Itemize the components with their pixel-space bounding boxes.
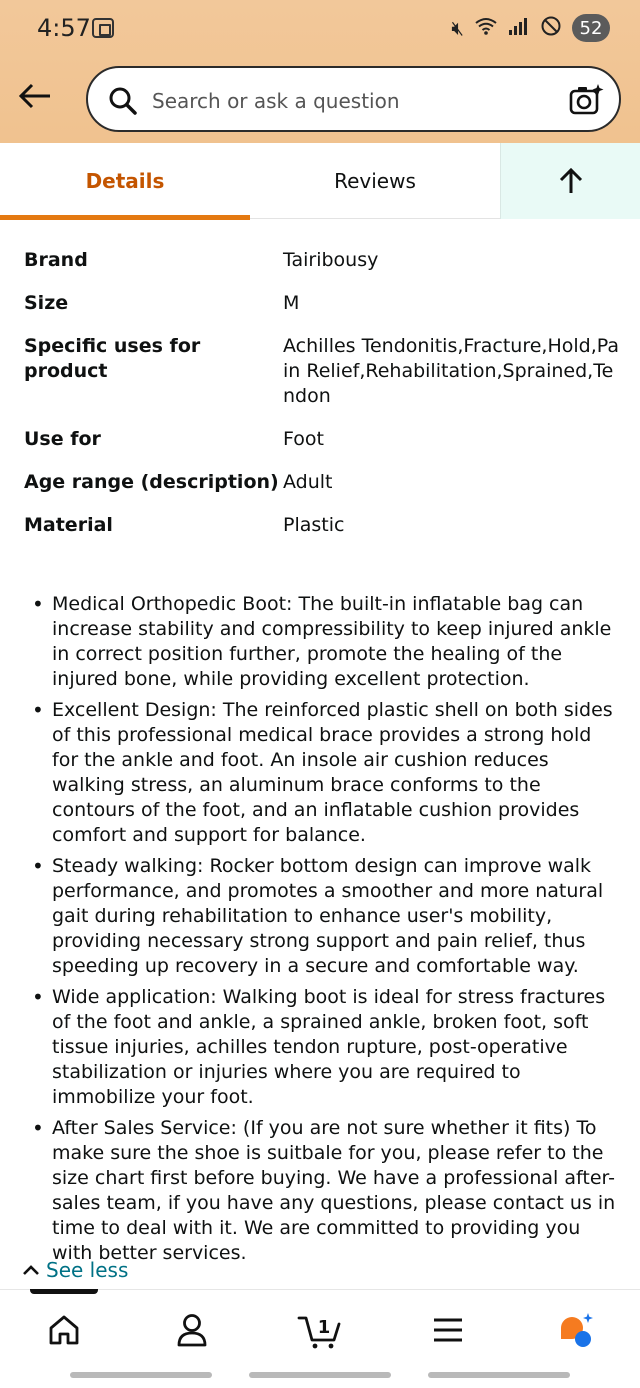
feature-bullet: • Excellent Design: The reinforced plastic shell on both sides of this professional medical brace provides a strong hold for the ankle and foot. An insole air cushion reduces walking stress, an aluminum brace conforms to the contours of the foot, and an inflatable cushion provides comfort and support for balance.	[30, 698, 622, 848]
detail-key: Age range (description)	[24, 471, 279, 493]
arrow-left-icon	[18, 82, 52, 110]
detail-value: Plastic	[283, 514, 345, 536]
detail-row-size	[24, 291, 624, 316]
tab-details[interactable]: Details	[0, 143, 250, 219]
detail-value: Achilles Tendonitis,Fracture,Hold,Pain Relief,Rehabilitation,Sprained,Tendon	[283, 335, 619, 407]
search-icon	[108, 86, 138, 116]
status-icons	[451, 14, 610, 42]
nav-cart[interactable]	[290, 1308, 350, 1352]
feature-bullet: • Medical Orthopedic Boot: The built-in inflatable bag can increase stability and compressibility to keep injured ankle in correct position further, promote the healing of the injured bone, while providing excellent protection.	[30, 592, 622, 692]
battery-indicator: 52	[572, 14, 610, 42]
screen-record-icon	[92, 18, 114, 38]
cart-icon	[296, 1310, 344, 1350]
feature-bullet: • After Sales Service: (If you are not sure whether it fits) To make sure the shoe is suitbale for you, please refer to the size chart first before buying. We have a professional after-sales team, if you have any questions, please contact us in time to deal with it. We are committed to providing you with better services.	[30, 1116, 622, 1266]
detail-value: Foot	[283, 428, 324, 450]
detail-key: Use for	[24, 428, 101, 450]
detail-value: Tairibousy	[283, 249, 379, 271]
back-button[interactable]	[18, 82, 52, 110]
detail-value: M	[283, 292, 300, 314]
detail-value: Adult	[283, 471, 333, 493]
nav-rufus[interactable]	[546, 1308, 606, 1352]
feature-bullets	[30, 592, 622, 1272]
camera-sparkle-icon[interactable]	[567, 82, 605, 120]
signal-icon	[508, 16, 530, 41]
home-icon	[47, 1313, 81, 1347]
tab-reviews[interactable]: Reviews	[334, 169, 416, 193]
search-input[interactable]	[152, 84, 552, 118]
product-details-table	[24, 248, 624, 556]
see-less-link[interactable]	[22, 1258, 128, 1282]
system-gesture-bar-center[interactable]	[249, 1372, 391, 1378]
detail-row-age-range	[24, 470, 624, 495]
chevron-up-icon	[22, 1264, 40, 1276]
detail-row-material	[24, 513, 624, 538]
detail-key: Brand	[24, 249, 88, 271]
app-header	[0, 0, 640, 143]
mute-icon: 🔇︎	[451, 16, 464, 40]
feature-bullet: • Wide application: Walking boot is ideal for stress fractures of the foot and ankle, a sprained ankle, broken foot, soft tissue injuries, achilles tendon rupture, post-operative stabilization or injuries where you are required to immobilize your foot.	[30, 985, 622, 1110]
person-icon	[175, 1312, 209, 1348]
detail-row-specific-uses	[24, 334, 624, 409]
arrow-up-icon	[558, 167, 584, 195]
cart-count: 1	[317, 1317, 331, 1338]
feature-bullet: • Steady walking: Rocker bottom design can improve walk performance, and promotes a smoother and more natural gait during rehabilitation to enhance user's mobility, providing necessary strong support and pain relief, thus speeding up recovery in a secure and comfortable way.	[30, 854, 622, 979]
system-gesture-bar-left	[70, 1372, 212, 1378]
nav-home[interactable]	[34, 1308, 94, 1352]
detail-key: Material	[24, 514, 113, 536]
tab-bar	[0, 143, 640, 219]
scroll-to-top-button[interactable]	[500, 143, 640, 219]
rufus-chat-icon	[554, 1310, 598, 1350]
nav-account[interactable]	[162, 1308, 222, 1352]
status-bar	[0, 0, 640, 60]
system-gesture-bar-right	[428, 1372, 570, 1378]
detail-row-use-for	[24, 427, 624, 452]
menu-icon	[432, 1316, 464, 1344]
detail-row-brand	[24, 248, 624, 273]
detail-key: Specific uses for product	[24, 335, 201, 382]
active-nav-indicator	[30, 1289, 98, 1294]
do-not-disturb-icon	[540, 15, 562, 42]
see-less-label: See less	[46, 1258, 129, 1282]
nav-menu[interactable]	[418, 1308, 478, 1352]
search-bar[interactable]	[86, 66, 621, 132]
detail-key: Size	[24, 292, 69, 314]
status-time: 4:57	[37, 14, 91, 42]
wifi-icon	[474, 16, 498, 41]
